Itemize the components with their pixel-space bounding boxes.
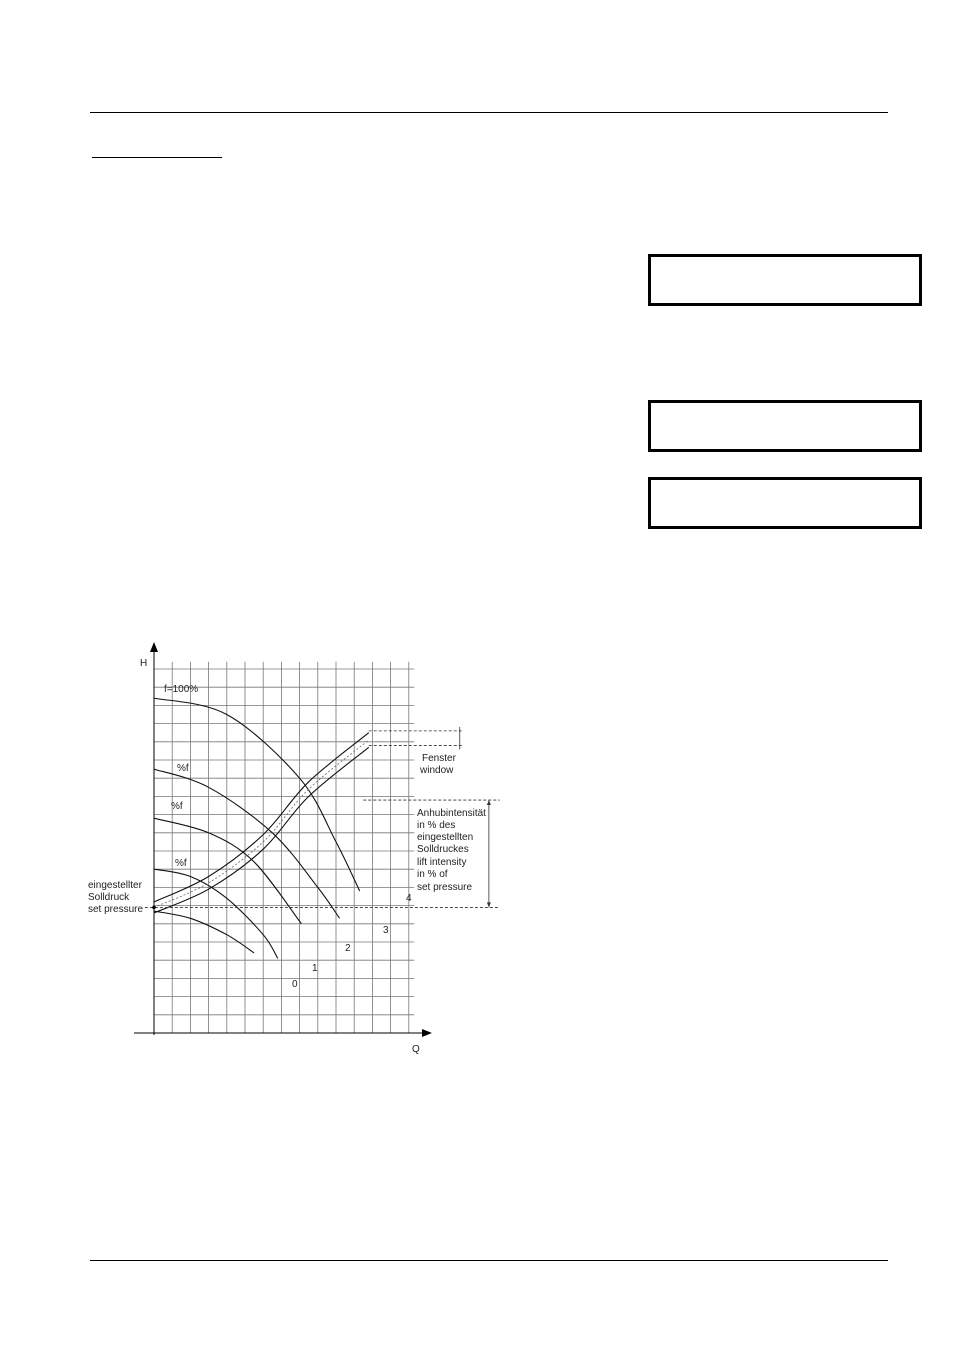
curve-number-1: 1 [312, 963, 318, 974]
display-box-2 [648, 400, 922, 452]
section-underline [92, 157, 222, 158]
set-pressure-label-1: eingestellter [88, 880, 142, 891]
display-box-1 [648, 254, 922, 306]
pump-curve-2 [154, 818, 301, 924]
pump-curve-0 [154, 911, 254, 953]
chart-annotations [88, 684, 486, 990]
lift-arrow-down-icon [487, 902, 491, 907]
footer-rule [90, 1260, 888, 1261]
chart-curves [154, 698, 369, 958]
pump-curve-chart [86, 640, 506, 1060]
lift-label-4: Solldruckes [417, 844, 469, 855]
chart-grid [154, 662, 414, 1033]
curve-number-0: 0 [292, 979, 298, 990]
set-pressure-marker [152, 906, 156, 910]
x-axis-label: Q [412, 1044, 420, 1055]
y-axis-label: H [140, 658, 148, 669]
lift-label-1: Anhubintensität [417, 808, 486, 819]
lift-arrow-up-icon [487, 800, 491, 805]
lift-label-7: set pressure [417, 882, 473, 893]
window-label-1: Fenster [422, 753, 456, 764]
curve-label-f-1: %f [177, 763, 189, 774]
curve-number-4: 4 [406, 893, 412, 904]
lift-label-5: lift intensity [417, 857, 467, 868]
pump-curve-3 [154, 769, 340, 918]
set-pressure-label-2: Solldruck [88, 892, 130, 903]
set-pressure-label-3: set pressure [88, 904, 144, 915]
curve-number-2: 2 [345, 943, 351, 954]
display-box-3 [648, 477, 922, 529]
curve-number-3: 3 [383, 925, 389, 936]
chart-axes [134, 642, 432, 1055]
header-rule [90, 112, 888, 113]
system-curve-upper [154, 733, 369, 902]
curve-label-f-3: %f [175, 858, 187, 869]
y-axis-arrow-icon [150, 642, 158, 652]
lift-label-2: in % des [417, 820, 456, 831]
window-label-2: window [420, 765, 454, 776]
x-axis-arrow-icon [422, 1029, 432, 1037]
curve-label-100: f=100% [164, 684, 199, 695]
lift-label-6: in % of [417, 869, 448, 880]
curve-label-f-2: %f [171, 801, 183, 812]
lift-label-3: eingestellten [417, 832, 474, 843]
